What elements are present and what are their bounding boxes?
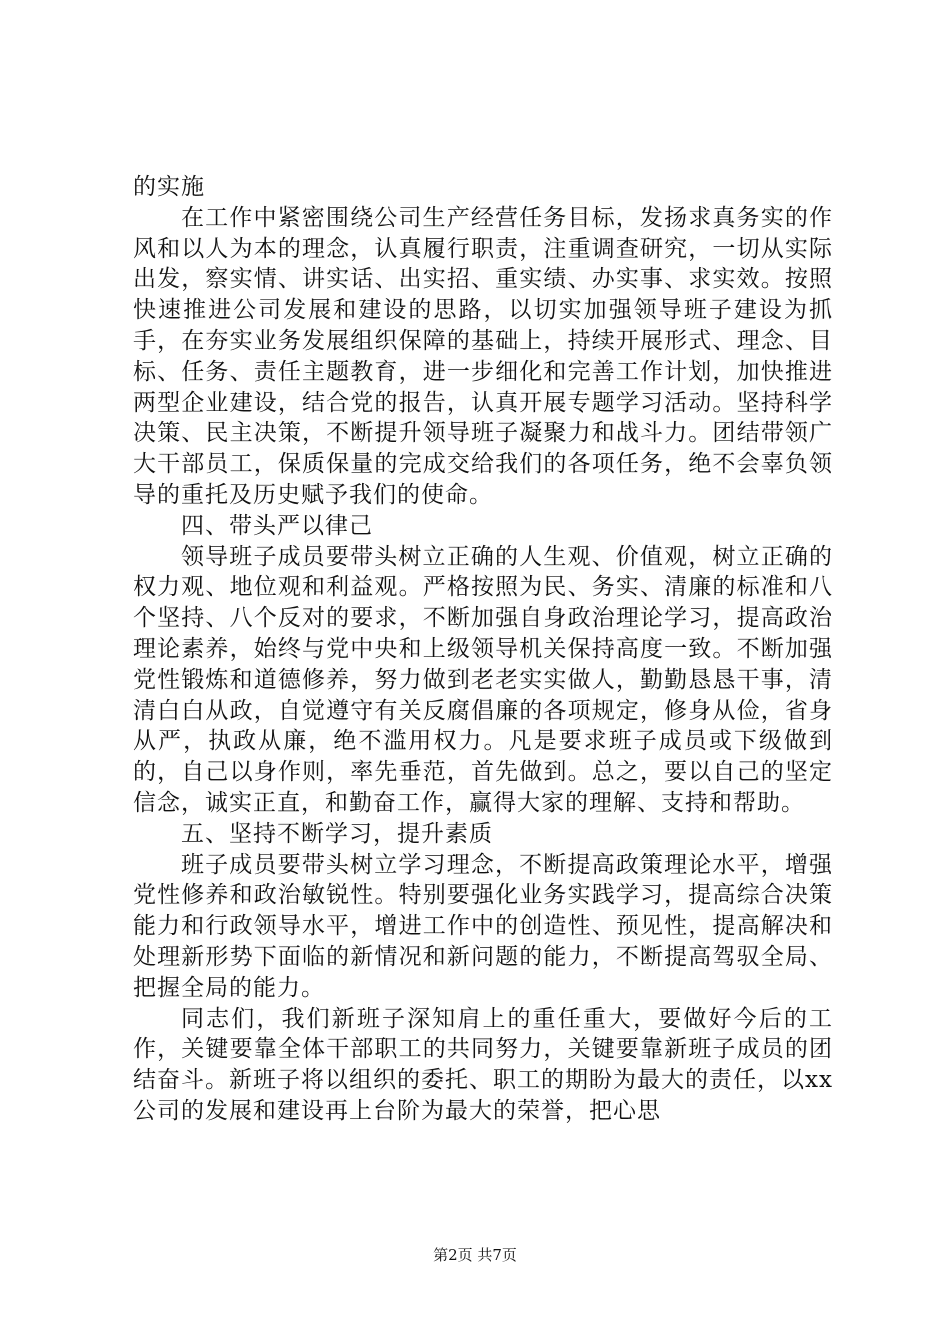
- paragraph: 班子成员要带头树立学习理念，不断提高政策理论水平，增强党性修养和政治敏锐性。特别要强化业务实践学习，提高综合决策能力和行政领导水平，增进工作中的创造性、预见性，提高解决和处理新形势下面临的新情况和新问题的能力，不断提高驾驭全局、把握全局的能力。: [133, 851, 833, 1001]
- paragraph: 在工作中紧密围绕公司生产经营任务目标，发扬求真务实的作风和以人为本的理念，认真履行职责，注重调查研究，一切从实际出发，察实情、讲实话、出实招、重实绩、办实事、求实效。按照快速推进公司发展和建设的思路，以切实加强领导班子建设为抓手，在夯实业务发展组织保障的基础上，持续开展形式、理念、目标、任务、责任主题教育，进一步细化和完善工作计划，加快推进两型企业建设，结合党的报告，认真开展专题学习活动。坚持科学决策、民主决策，不断提升领导班子凝聚力和战斗力。团结带领广大干部员工，保质保量的完成交给我们的各项任务，绝不会辜负领导的重托及历史赋予我们的使命。: [133, 204, 833, 508]
- document-body: [133, 172, 833, 1127]
- page-number-footer: 第2页 共7页: [433, 1246, 517, 1264]
- section-heading: 五、坚持不断学习，提升素质: [181, 820, 493, 847]
- paragraph: 同志们，我们新班子深知肩上的重任重大，要做好今后的工作，关键要靠全体干部职工的共同努力，关键要靠新班子成员的团结奋斗。新班子将以组织的委托、职工的期盼为最大的责任，以xx公司的发展和建设再上台阶为最大的荣誉，把心思: [133, 1005, 833, 1124]
- paragraph: 的实施: [133, 174, 205, 200]
- paragraph: 领导班子成员要带头树立正确的人生观、价值观，树立正确的权力观、地位观和利益观。严格按照为民、务实、清廉的标准和八个坚持、八个反对的要求，不断加强自身政治理论学习，提高政治理论素养，始终与党中央和上级领导机关保持高度一致。不断加强党性锻炼和道德修养，努力做到老老实实做人，勤勤恳恳干事，清清白白从政，自觉遵守有关反腐倡廉的各项规定，修身从俭，省身从严，执政从廉，绝不滥用权力。凡是要求班子成员或下级做到的，自己以身作则，率先垂范，首先做到。总之，要以自己的坚定信念，诚实正直，和勤奋工作，赢得大家的理解、支持和帮助。: [133, 543, 833, 816]
- section-heading: 四、带头严以律己: [181, 512, 373, 539]
